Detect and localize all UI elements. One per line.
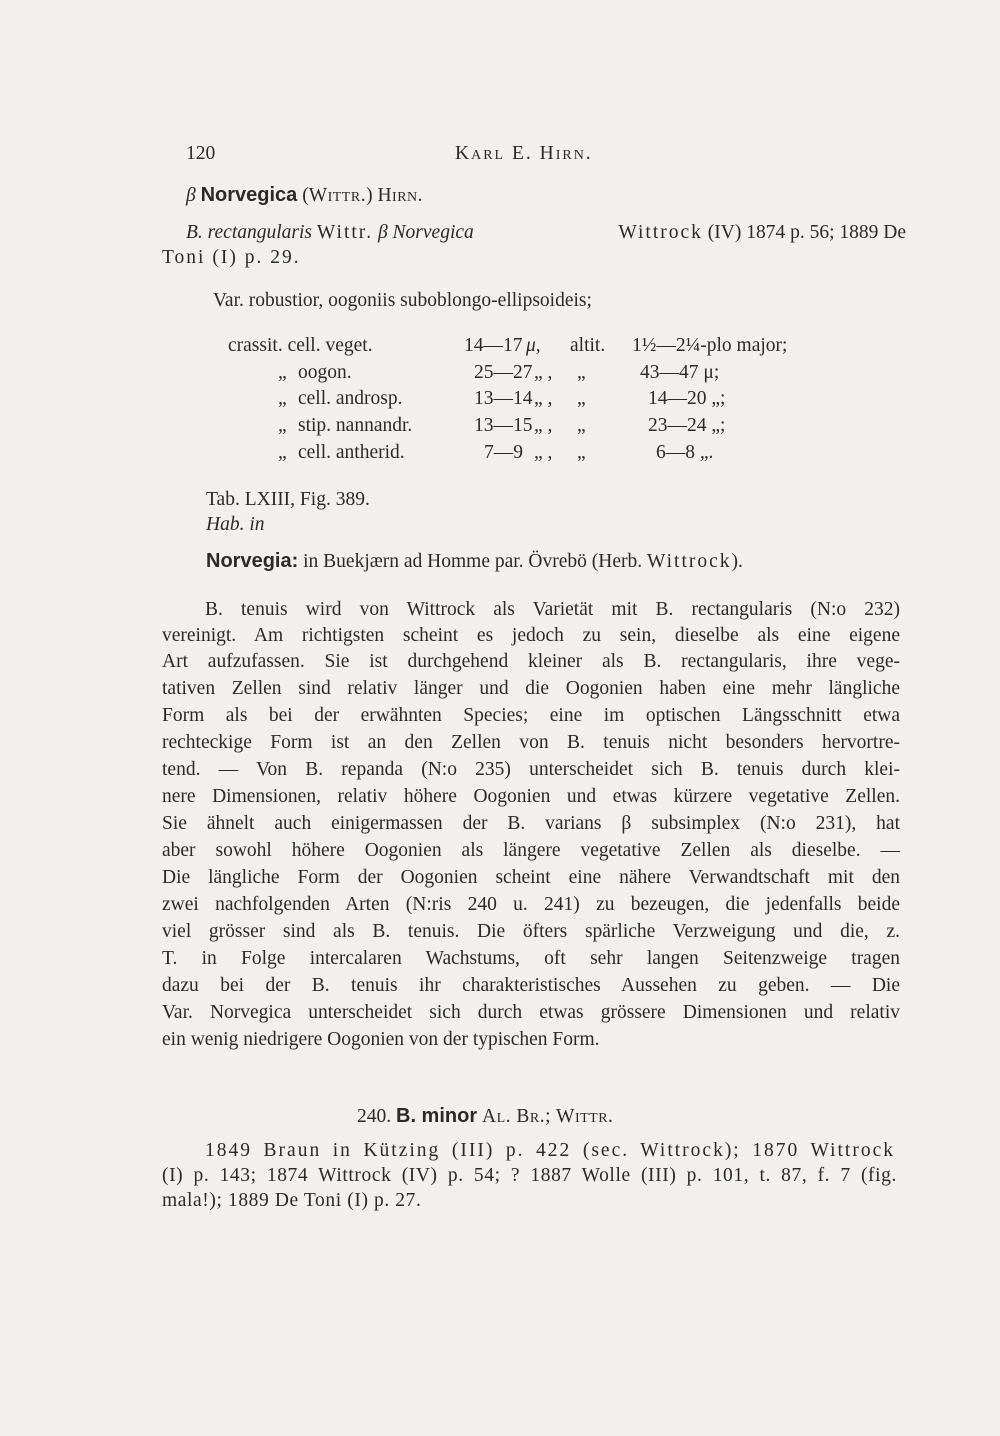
row-value-1: 14—17 xyxy=(464,335,523,356)
row-sep: „ xyxy=(577,442,586,463)
locality-country: Norvegia: xyxy=(206,550,299,572)
row-label: oogon. xyxy=(298,362,352,383)
row-unit-1: „ , xyxy=(534,415,553,436)
page-number: 120 xyxy=(186,143,216,164)
paragraph-line: vereinigt. Am richtigsten scheint es jedoch zu sein, dieselbe als eine eigene xyxy=(162,625,900,646)
paragraph-line: nere Dimensionen, relativ höhere Oogonien und etwas kürzere vegetative Zellen. xyxy=(162,786,900,807)
paragraph-line: Form als bei der erwähnten Species; eine im optischen Längsschnitt etwa xyxy=(162,705,900,726)
row-value-1: 25—27 xyxy=(474,362,533,383)
row-unit-1: μ, xyxy=(526,335,541,356)
synonym-ref-author: Wittrock xyxy=(618,222,703,243)
paragraph-line: viel grösser sind als B. tenuis. Die öfters spärliche Verzweigung und die, z. xyxy=(162,921,900,942)
greek-beta: β xyxy=(186,185,196,206)
running-head: Karl E. Hirn. xyxy=(455,143,593,164)
variety-author-open: ( xyxy=(302,185,309,206)
row-value-1: 13—15 xyxy=(474,415,533,436)
variety-heading xyxy=(186,183,423,208)
row-unit-1: „ , xyxy=(534,362,553,383)
row-ditto: „ xyxy=(278,362,287,383)
row-sep: altit. xyxy=(570,335,606,356)
variety-author2: Hirn. xyxy=(377,185,424,206)
paragraph-line: zwei nachfolgenden Arten (N:ris 240 u. 241) zu bezeugen, die jedenfalls beide xyxy=(162,894,900,915)
locality-end: ). xyxy=(731,551,743,572)
row-value-1: 7—9 xyxy=(484,442,523,463)
row-unit-1: „ , xyxy=(534,442,553,463)
row-sep: „ xyxy=(577,388,586,409)
plate-reference: Tab. LXIII, Fig. 389. xyxy=(206,489,370,510)
row-label: cell. antherid. xyxy=(298,442,405,463)
synonym-line-2: Toni (I) p. 29. xyxy=(162,247,301,268)
row-label: crassit. cell. veget. xyxy=(228,335,373,356)
row-value-2: 6—8 „. xyxy=(656,442,714,463)
synonym-ref: (IV) 1874 p. 56; 1889 De xyxy=(707,222,906,243)
row-ditto: „ xyxy=(278,388,287,409)
synonym-genus: B. rectangularis xyxy=(186,222,313,243)
paragraph-line: ein wenig niedrigere Oogonien von der typischen Form. xyxy=(162,1029,600,1050)
row-value-2: 23—24 „; xyxy=(648,415,726,436)
synonym-line-1 xyxy=(186,221,906,245)
paragraph-line: tativen Zellen sind relativ länger und die Oogonien haben eine mehr längliche xyxy=(162,678,900,699)
variety-author-close: ) xyxy=(366,185,373,206)
variety-author: Wittr. xyxy=(308,185,367,206)
locality xyxy=(206,549,743,574)
species-author: Al. Br.; Wittr. xyxy=(482,1106,614,1127)
row-label: cell. androsp. xyxy=(298,388,403,409)
paragraph-line: B. tenuis wird von Wittrock als Varietät mit B. rectangularis (N:o 232) xyxy=(205,599,900,620)
locality-text: in Buekjærn ad Homme par. Övrebö (Herb. xyxy=(303,551,643,572)
literature-line-1: 1849 Braun in Kützing (III) p. 422 (sec. Wittrock); 1870 Wittrock xyxy=(205,1140,895,1161)
row-sep: „ xyxy=(577,415,586,436)
synonym-var: β Norvegica xyxy=(377,222,474,243)
row-unit-1: „ , xyxy=(534,388,553,409)
paragraph-line: rechteckige Form ist an den Zellen von B. tenuis nicht besonders hervortre- xyxy=(162,732,900,753)
diagnosis: Var. robustior, oogoniis suboblongo-ellipsoideis; xyxy=(213,290,592,311)
paragraph-line: T. in Folge intercalaren Wachstums, oft sehr langen Seitenzweige tragen xyxy=(162,948,900,969)
species-name: B. minor xyxy=(396,1105,478,1127)
synonym-author: Wittr. xyxy=(316,222,374,243)
paragraph-line: Var. Norvegica unterscheidet sich durch etwas grössere Dimensionen und relativ xyxy=(162,1002,900,1023)
paragraph-line: dazu bei der B. tenuis ihr charakteristisches Aussehen zu geben. — Die xyxy=(162,975,900,996)
locality-herbarium: Wittrock xyxy=(647,551,732,572)
paragraph-line: Art aufzufassen. Sie ist durchgehend kleiner als B. rectangularis, ihre vege- xyxy=(162,651,900,672)
paragraph-line: Die längliche Form der Oogonien scheint eine nähere Verwandtschaft mit den xyxy=(162,867,900,888)
row-label: stip. nannandr. xyxy=(298,415,413,436)
row-value-2: 14—20 „; xyxy=(648,388,726,409)
row-ditto: „ xyxy=(278,415,287,436)
row-value-2: 43—47 μ; xyxy=(640,362,720,383)
habitat-label: Hab. in xyxy=(206,514,265,535)
literature-line-2: (I) p. 143; 1874 Wittrock (IV) p. 54; ? 1887 Wolle (III) p. 101, t. 87, f. 7 (fig. xyxy=(162,1165,897,1186)
species-number: 240. xyxy=(357,1106,392,1127)
row-ditto: „ xyxy=(278,442,287,463)
paragraph-line: Sie ähnelt auch einigermassen der B. varians β subsimplex (N:o 231), hat xyxy=(162,813,900,834)
row-sep: „ xyxy=(577,362,586,383)
literature-line-3: mala!); 1889 De Toni (I) p. 27. xyxy=(162,1190,422,1211)
paragraph-line: tend. — Von B. repanda (N:o 235) unterscheidet sich B. tenuis durch klei- xyxy=(162,759,900,780)
row-value-1: 13—14 xyxy=(474,388,533,409)
paragraph-line: aber sowohl höhere Oogonien als längere vegetative Zellen als dieselbe. — xyxy=(162,840,900,861)
row-value-2: 1½—2¼-plo major; xyxy=(632,335,788,356)
species-heading xyxy=(357,1104,613,1129)
variety-name: Norvegica xyxy=(200,184,298,206)
